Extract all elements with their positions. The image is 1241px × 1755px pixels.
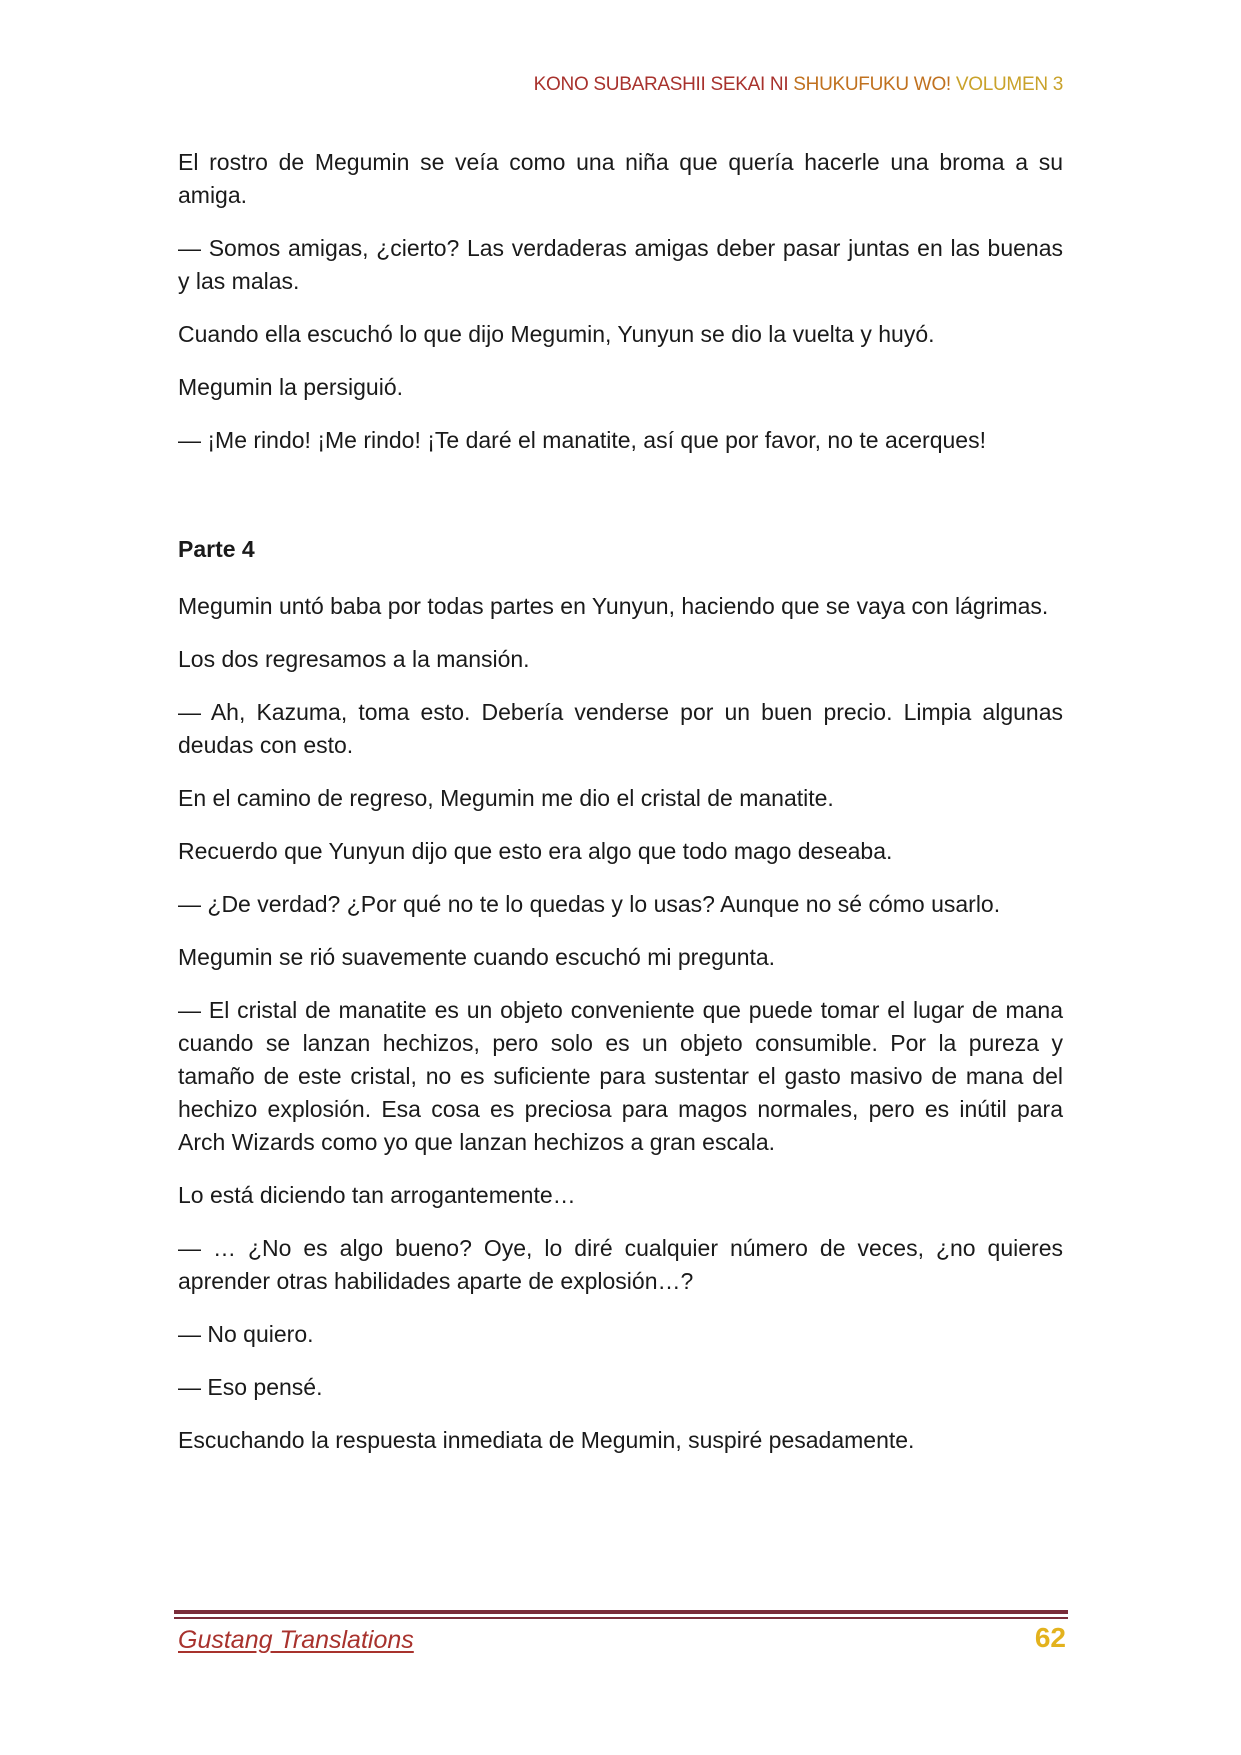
footer-divider — [174, 1610, 1068, 1619]
footer-divider-thin-line — [174, 1617, 1068, 1619]
paragraph: — Ah, Kazuma, toma esto. Debería venderse por un buen precio. Limpia algunas deudas con esto. — [178, 699, 1063, 758]
translator-credit: Gustang Translations — [178, 1626, 414, 1654]
paragraph: Megumin untó baba por todas partes en Yunyun, haciendo que se vaya con lágrimas. — [178, 593, 1049, 619]
paragraph: En el camino de regreso, Megumin me dio el cristal de manatite. — [178, 785, 834, 811]
paragraph: Recuerdo que Yunyun dijo que esto era algo que todo mago deseaba. — [178, 838, 893, 864]
header-title-part-1: KONO SUBARASHII SEKAI NI — [533, 74, 794, 95]
paragraph: — Eso pensé. — [178, 1374, 323, 1400]
header-title-part-2: SHUKUFUKU WO! — [793, 74, 956, 95]
paragraph: Megumin la persiguió. — [178, 374, 404, 400]
paragraph: — El cristal de manatite es un objeto conveniente que puede tomar el lugar de mana cuando se lanzan hechizos, pero solo es un objeto consumible. Por la pureza y tamaño de este cristal, no es suficiente para sustentar el gasto masivo de mana del hechizo explosión. Esa cosa es preciosa para magos normales, pero es inútil para Arch Wizards como yo que lanzan hechizos a gran escala. — [178, 997, 1063, 1155]
paragraph: Lo está diciendo tan arrogantemente… — [178, 1182, 576, 1208]
paragraph: Megumin se rió suavemente cuando escuchó mi pregunta. — [178, 944, 776, 970]
page-body — [178, 146, 1063, 1477]
paragraph: — ¿De verdad? ¿Por qué no te lo quedas y lo usas? Aunque no sé cómo usarlo. — [178, 891, 1001, 917]
paragraph: — … ¿No es algo bueno? Oye, lo diré cualquier número de veces, ¿no quieres aprender otras habilidades aparte de explosión…? — [178, 1235, 1063, 1294]
page-number: 62 — [1034, 1622, 1066, 1653]
paragraph: Cuando ella escuchó lo que dijo Megumin, Yunyun se dio la vuelta y huyó. — [178, 321, 935, 347]
paragraph: Los dos regresamos a la mansión. — [178, 646, 530, 672]
paragraph: — No quiero. — [178, 1321, 314, 1347]
section-heading: Parte 4 — [178, 536, 255, 562]
header-title-part-3: VOLUMEN 3 — [955, 74, 1063, 95]
paragraph: — ¡Me rindo! ¡Me rindo! ¡Te daré el manatite, así que por favor, no te acerques! — [178, 427, 986, 453]
paragraph: Escuchando la respuesta inmediata de Megumin, suspiré pesadamente. — [178, 1427, 915, 1453]
paragraph: — Somos amigas, ¿cierto? Las verdaderas amigas deber pasar juntas en las buenas y las malas. — [178, 235, 1063, 294]
paragraph: El rostro de Megumin se veía como una niña que quería hacerle una broma a su amiga. — [178, 149, 1063, 208]
running-header — [534, 74, 1063, 96]
